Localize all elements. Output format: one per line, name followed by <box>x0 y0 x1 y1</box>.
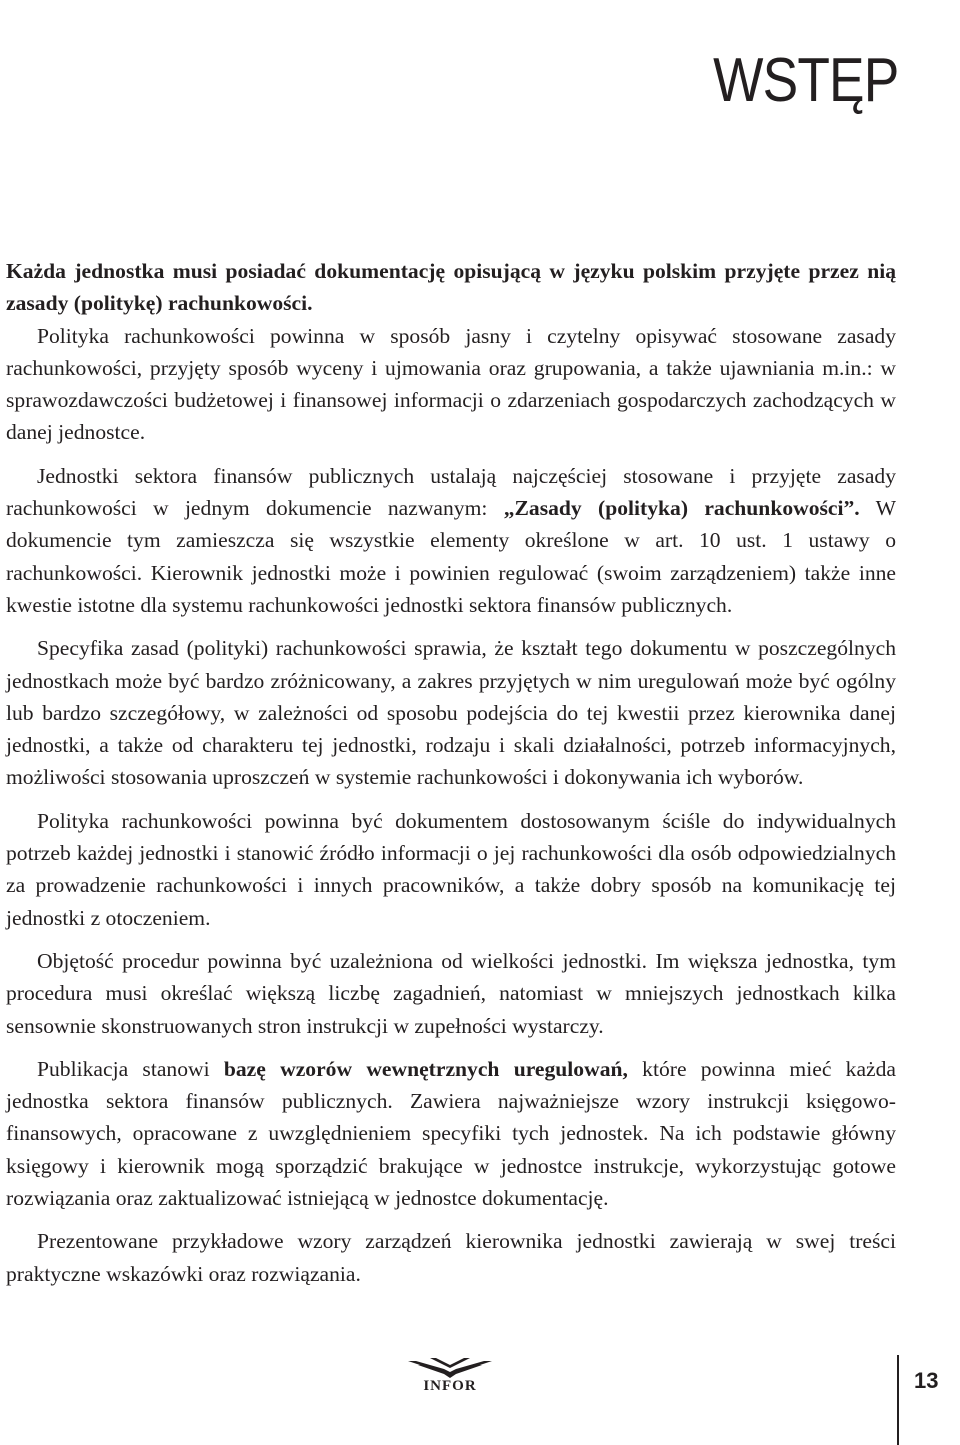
paragraph-text: W dokumencie tym zamieszcza się wszystkie elementy określone w art. 10 ust. 1 ustawy o rachunkowości. Kierownik jednostki może i powinien regulować (swoim zarządzeniem) także inne kwestie istotne dla systemu rachunkowości jednostki sektora finansów publicznych. <box>6 496 897 617</box>
publication-emphasis: bazę wzorów wewnętrznych uregulowań, <box>223 1056 628 1081</box>
paragraph: Polityka rachunkowości powinna w sposób jasny i czytelny opisywać stosowane zasady rachunkowości, przyjęty sposób wyceny i ujmowania oraz grupowania, a także ujawniania m.in.: w sprawozdawczości budżetowej i finansowej informacji o zdarzeniach gospodarczych zachodzących w danej jednostce. <box>6 323 896 445</box>
page-title: WSTĘP <box>712 45 898 115</box>
paragraph: Objętość procedur powinna być uzależniona od wielkości jednostki. Im większa jednostka, tym procedura musi określać większą liczbę zagadnień, natomiast w mniejszych jednostkach kilka sensownie skonstruowanych stron instrukcji w zupełności wystarczy. <box>6 948 896 1038</box>
infor-wings-logo-icon <box>404 1357 496 1379</box>
document-name-emphasis: „Zasady (polityka) rachunkowości”. <box>503 496 860 521</box>
footer-divider <box>897 1355 899 1445</box>
paragraph-text: Publikacja stanowi <box>37 1056 224 1081</box>
paragraph: Prezentowane przykładowe wzory zarządzeń kierownika jednostki zawierają w swej treści praktyczne wskazówki oraz rozwiązania. <box>6 1229 896 1286</box>
paragraph <box>6 460 896 621</box>
paragraph: Polityka rachunkowości powinna być dokumentem dostosowanym ściśle do indywidualnych potrzeb każdej jednostki i stanowić źródło informacji o jej rachunkowości dla osób odpowiedzialnych za prowadzenie rachunkowości i innych pracowników, a także dobry sposób na komunikację tej jednostki z otoczeniem. <box>6 808 896 930</box>
paragraph: Specyfika zasad (polityki) rachunkowości sprawia, że kształt tego dokumentu w poszczególnych jednostkach może być bardzo zróżnicowany, a zakres przyjętych w nim uregulowań może być ogólny lub bardzo szczegółowy, w zależności od sposobu podejścia do tej kwestii przez kierownika danej jednostki, a także od charakteru tej jednostki, rodzaju i skali działalności, potrzeb informacyjnych, możliwości stosowania uproszczeń w systemie rachunkowości i dokonywania ich wyborów. <box>6 636 896 790</box>
paragraph <box>6 1053 896 1214</box>
paragraph-text: które powinna mieć każda jednostka sektora finansów publicznych. Zawiera najważniejsze wzory instrukcji księgowo-finansowych, opracowane z uwzględnieniem specyfiki tych jednostek. Na ich podstawie główny księgowy i kierownik mogą sporządzić brakujące w jednostce instrukcje, wykorzystując gotowe rozwiązania oraz zaktualizować istniejącą w jednostce dokumentację. <box>6 1056 897 1211</box>
paragraph-text: Jednostki sektora finansów publicznych ustalają najczęściej stosowane i przyjęte zasady rachunkowości w jednym dokumencie nazwanym: <box>6 463 896 521</box>
logo-wordmark: INFOR <box>423 1378 477 1394</box>
publisher-logo <box>404 1357 496 1397</box>
body-text <box>6 255 896 1301</box>
page-number: 13 <box>914 1368 939 1393</box>
paragraph-lead: Każda jednostka musi posiadać dokumentację opisującą w języku polskim przyjęte przez nią zasady (politykę) rachunkowości. <box>6 259 896 316</box>
